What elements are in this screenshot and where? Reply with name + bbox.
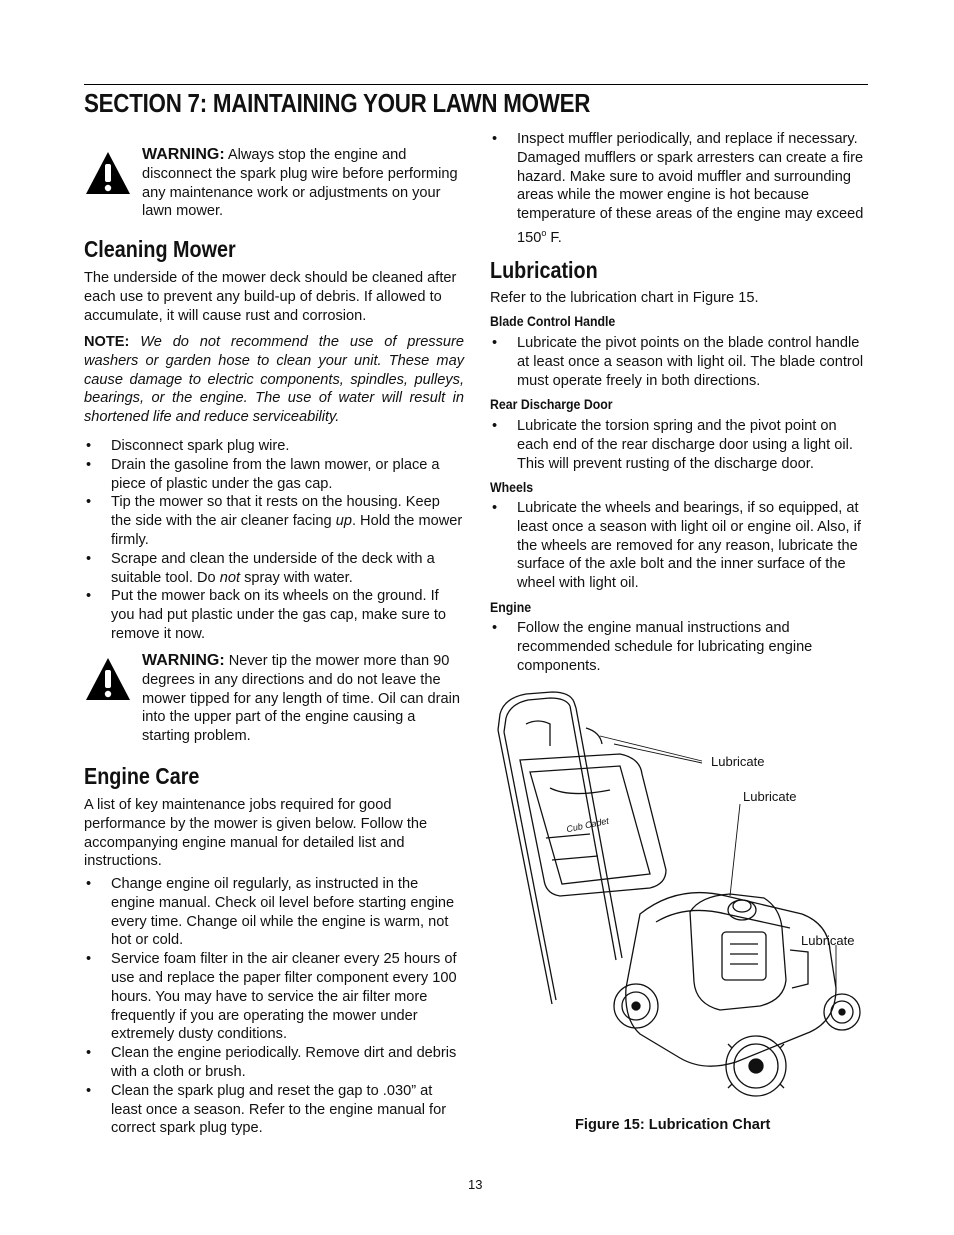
list-item: • Clean the engine periodically. Remove dirt and debris with a cloth or brush. [84, 1044, 464, 1082]
warning-label: WARNING: [142, 146, 225, 163]
list-item-text: . Hold the mower firmly. [111, 513, 463, 548]
list-item: • Clean the spark plug and reset the gap to .030” at least once a season. Refer to the engine manual for correct spark plug type. [84, 1082, 464, 1138]
cleaning-mower-heading: Cleaning Mower [84, 236, 236, 262]
lubricate-callout-engine: Lubricate [743, 789, 797, 804]
list-item: • Disconnect spark plug wire. [84, 437, 464, 456]
cleaning-steps-list [84, 437, 464, 644]
list-item: • Drain the gasoline from the lawn mower, or place a piece of plastic under the gas cap. [84, 456, 464, 494]
list-item [84, 493, 464, 549]
warning-text [142, 652, 464, 746]
rear-discharge-heading: Rear Discharge Door [490, 396, 613, 412]
lubrication-chart-figure [490, 688, 868, 1108]
figure-caption: Figure 15: Lubrication Chart [575, 1117, 771, 1133]
lubrication-intro: Refer to the lubrication chart in Figure 15. [490, 290, 759, 306]
note-label: NOTE: [84, 334, 130, 350]
list-item: • Service foam filter in the air cleaner every 25 hours of use and replace the paper filter component every 100 hours. You may have to service the air filter more frequently if you are operating the mower under extremely dusty conditions. [84, 950, 464, 1044]
top-rule [84, 84, 868, 85]
warning-triangle-icon [84, 652, 132, 746]
list-item-text: spray with water. [240, 569, 353, 586]
list-item [490, 130, 868, 248]
list-item [84, 550, 464, 588]
warning-block-tipping [84, 652, 464, 746]
list-item: • Lubricate the wheels and bearings, if so equipped, at least once a season with light oil or engine oil. Also, if the wheels are removed for any reason, lubricate the surface of the axle bolt and the inner surface of the wheel with light oil. [490, 499, 868, 593]
list-item: • Lubricate the torsion spring and the pivot point on each end of the rear discharge door using a light oil. This will prevent rusting of the discharge door. [490, 417, 868, 473]
list-item: • Change engine oil regularly, as instructed in the engine manual. Check oil level before starting engine every time. Change oil while the engine is warm, not hot or cold. [84, 875, 464, 950]
muffler-list [490, 130, 868, 248]
blade-control-list [490, 334, 868, 390]
wheels-list [490, 499, 868, 593]
lubricate-callout-handle: Lubricate [711, 754, 765, 769]
cleaning-note [84, 333, 464, 427]
cleaning-intro: The underside of the mower deck should be cleaned after each use to prevent any build-up of debris. If allowed to accumulate, it will cause rust and corrosion. [84, 270, 457, 324]
lubrication-heading: Lubrication [490, 257, 598, 283]
list-item-text: F. [546, 229, 562, 246]
list-item-text: Tip the mower so that it rests on the housing. Keep the side with the air cleaner facing [111, 494, 440, 530]
warning-body: Never tip the mower more than 90 degrees in any directions and do not leave the mower tipped for any length of time. Oil can drain into the upper part of the engine causing a starting problem. [142, 653, 460, 745]
lubricate-callout-wheel: Lubricate [801, 933, 855, 948]
engine-care-list [84, 875, 464, 1138]
list-item-text: Scrape and clean the underside of the deck with a suitable tool. Do [111, 550, 435, 586]
warning-body: Always stop the engine and disconnect the spark plug wire before performing any maintenance work or adjustments on your lawn mower. [142, 147, 458, 220]
list-item: • Lubricate the pivot points on the blade control handle at least once a season with light oil. The blade control must operate freely in both directions. [490, 334, 868, 390]
list-item-emphasis: not [219, 569, 241, 586]
page-number: 13 [468, 1177, 483, 1192]
warning-triangle-icon [84, 146, 132, 221]
engine-care-intro: A list of key maintenance jobs required for good performance by the mower is given below. Follow the accompanying engine manual for detailed list and instructions. [84, 797, 428, 870]
list-item-emphasis: up [335, 513, 352, 530]
section-title: SECTION 7: MAINTAINING YOUR LAWN MOWER [84, 88, 591, 118]
engine-heading: Engine [490, 599, 532, 615]
warning-block-maintenance [84, 146, 464, 221]
engine-care-heading: Engine Care [84, 763, 200, 789]
wheels-heading: Wheels [490, 479, 534, 495]
note-text: We do not recommend the use of pressure washers or garden hose to clean your unit. These may cause damage to electric components, spindles, pulleys, bearings, or the engine. The use of water will result in shortened life and reduce serviceability. [84, 334, 464, 426]
degree-symbol: o [541, 227, 547, 238]
warning-text [142, 146, 464, 221]
warning-label: WARNING: [142, 652, 225, 669]
lawn-mower-illustration [490, 688, 868, 1108]
rear-discharge-list [490, 417, 868, 473]
blade-control-heading: Blade Control Handle [490, 313, 616, 329]
engine-list [490, 619, 868, 675]
list-item: • Put the mower back on its wheels on the ground. If you had put plastic under the gas cap, make sure to remove it now. [84, 587, 464, 643]
list-item-text: Inspect muffler periodically, and replace if necessary. Damaged mufflers or spark arresters can create a fire hazard. Make sure to avoid muffler and surrounding areas while the mower engine is hot because temperature of these areas of the engine may exceed 150 [517, 131, 864, 246]
list-item: • Follow the engine manual instructions and recommended schedule for lubricating engine components. [490, 619, 868, 675]
deck-brand-logo: Cub Cadet [565, 815, 610, 835]
